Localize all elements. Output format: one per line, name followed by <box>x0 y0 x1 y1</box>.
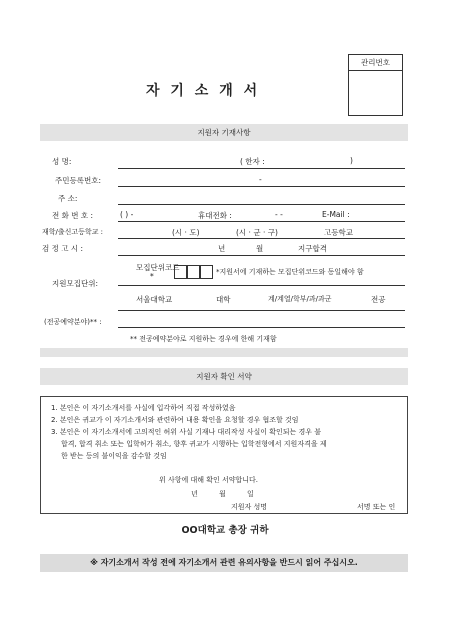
mobile-label: 휴대전화 : <box>198 211 232 220</box>
management-number-box <box>348 54 403 116</box>
school-district: (시 · 군 · 구) <box>236 228 278 237</box>
pledge-statement: 위 사항에 대해 확인 서약합니다. <box>159 476 259 484</box>
department-field-line[interactable] <box>118 310 405 311</box>
addressee: OO대학교 총장 귀하 <box>181 525 269 536</box>
pledge-item-2: 2. 본인은 귀교가 이 자기소개서와 관련하여 내용 확인을 요청할 경우 협조할 것임 <box>51 416 299 424</box>
pledge-item-3-line-1: 3. 본인은 이 자기소개서에 고의적인 허위 사실 기재나 대리작성 사실이 확인되는 경우 불 <box>51 428 322 436</box>
name-field-line[interactable] <box>118 168 405 169</box>
phone-field-line[interactable] <box>118 221 405 222</box>
address-field-line[interactable] <box>118 204 405 205</box>
email-label: E-Mail : <box>322 210 350 219</box>
pledge-item-3-line-3: 한 받는 등의 불이익을 감수할 것임 <box>61 452 167 460</box>
school-field-line[interactable] <box>118 238 405 239</box>
unit-code-note: *지원서에 기재하는 모집단위코드와 동일해야 함 <box>216 268 364 276</box>
signer-label: 지원자 성명 <box>231 503 268 511</box>
ged-year: 년 <box>218 244 226 253</box>
notice-text: ※ 자기소개서 작성 전에 자기소개서 관련 유의사항을 반드시 읽어 주십시오. <box>90 558 358 567</box>
name-label: 성 명: <box>52 157 72 166</box>
resident-number-dash: - <box>259 175 262 184</box>
pledge-box <box>40 396 408 514</box>
university-name: 서울대학교 <box>136 295 173 304</box>
phone-label: 전 화 번 호 : <box>52 211 94 220</box>
pledge-item-3-line-2: 합격, 합격 취소 또는 입학허가 취소, 향후 귀교가 시행하는 입학전형에서 지원자격을 제 <box>61 440 327 448</box>
major-note: ** 전공예약분야로 지원하는 경우에 한해 기재함 <box>130 335 277 343</box>
date-day: 일 <box>247 490 254 498</box>
pledge-item-1: 1. 본인은 이 자기소개서를 사실에 입각하여 직접 작성하였음 <box>51 404 236 412</box>
ged-field-line[interactable] <box>118 255 405 256</box>
unit-code-label: 모집단위코드 <box>136 263 180 272</box>
phone-value: ( ) - <box>120 210 134 219</box>
ged-month: 월 <box>256 244 264 253</box>
date-year: 년 <box>191 490 198 498</box>
school-label: 재학/출신고등학교 : <box>42 228 104 236</box>
unit-code-box-3[interactable] <box>200 265 213 279</box>
ged-label: 검 정 고 시 : <box>42 244 84 253</box>
unit-code-box-1[interactable] <box>174 265 187 279</box>
management-number-label: 관리번호 <box>349 55 402 71</box>
major-reservation-line[interactable] <box>118 327 405 328</box>
college-label: 대학 <box>216 295 231 304</box>
unit-code-star: * <box>150 272 154 281</box>
resident-number-field-line[interactable] <box>118 186 405 187</box>
department-label: 계/계열/학부/과/과군 <box>268 295 332 303</box>
unit-code-line <box>118 285 405 286</box>
address-label: 주 소: <box>58 194 78 203</box>
major-reservation-label: (전공예약분야)** : <box>44 318 102 326</box>
major-label: 전공 <box>371 295 386 304</box>
date-month: 월 <box>219 490 226 498</box>
ged-pass: 지구합격 <box>298 244 327 253</box>
hanja-close: ) <box>350 156 353 165</box>
notice-bar <box>40 554 408 572</box>
confirm-section-header <box>40 368 408 385</box>
hanja-label: ( 한자 : <box>240 157 265 166</box>
applicant-section-header <box>40 124 408 141</box>
unit-code-box-2[interactable] <box>187 265 200 279</box>
unit-label: 지원모집단위: <box>52 279 98 288</box>
school-city: (시 · 도) <box>172 228 200 237</box>
signature-label: 서명 또는 인 <box>357 503 396 511</box>
applicant-section-heading: 지원자 기재사항 <box>197 128 251 137</box>
resident-number-label: 주민등록번호: <box>55 176 101 185</box>
mobile-value: - - <box>275 210 283 219</box>
confirm-section-heading: 지원자 확인 서약 <box>196 372 252 381</box>
school-suffix: 고등학교 <box>324 228 353 237</box>
applicant-section-footer <box>40 348 408 357</box>
document-title: 자 기 소 개 서 <box>146 83 261 99</box>
